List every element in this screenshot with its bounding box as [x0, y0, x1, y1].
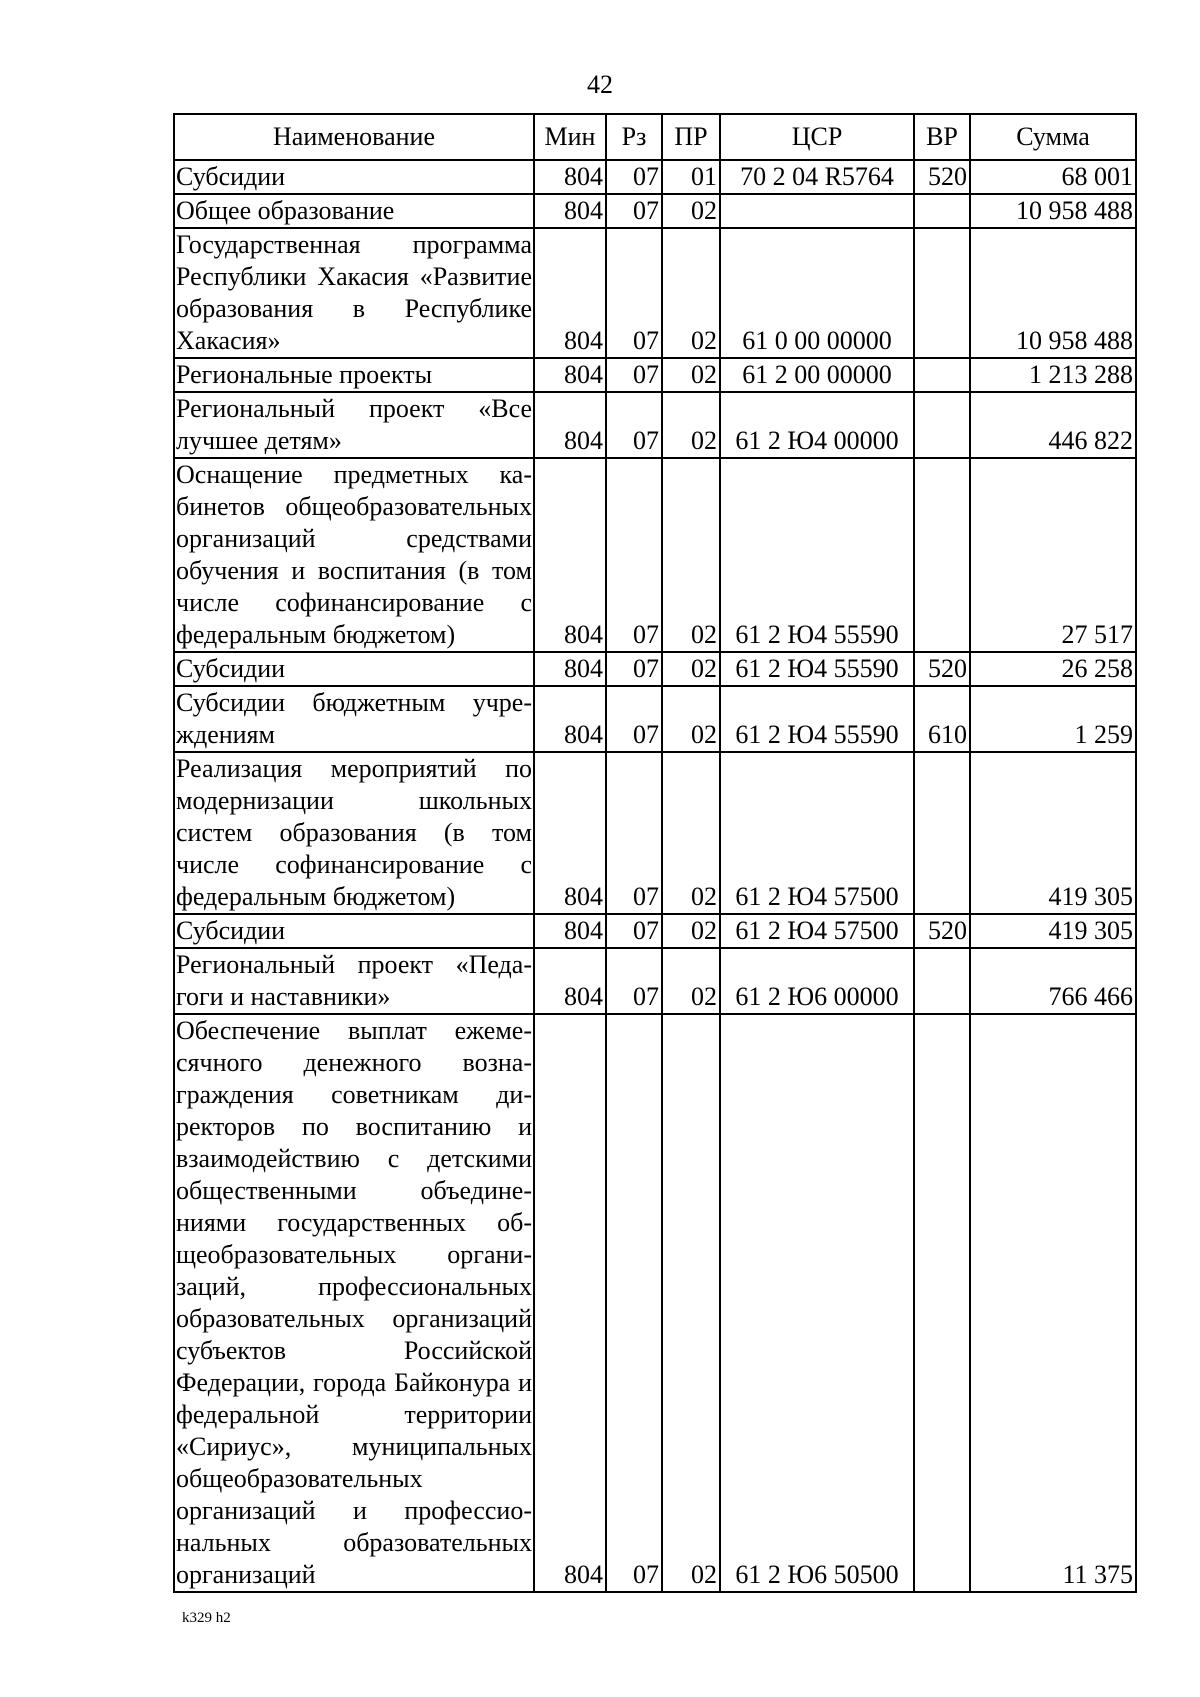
- row-min: 804: [534, 160, 606, 194]
- table-row: [174, 652, 1136, 686]
- row-rz: 07: [606, 914, 662, 948]
- row-pr: 02: [662, 948, 720, 1014]
- row-pr: 02: [662, 458, 720, 652]
- row-vr: [914, 228, 970, 358]
- row-name: Общее образование: [174, 194, 534, 228]
- row-rz: 07: [606, 228, 662, 358]
- row-sum: 27 517: [970, 458, 1136, 652]
- row-csr: 61 2 Ю4 57500: [720, 914, 914, 948]
- row-name: Реализация мероприятий по модернизации школьных систем образования (в том числе софинансирование с федеральным бюджетом): [174, 752, 534, 914]
- row-rz: 07: [606, 1014, 662, 1592]
- table-row: [174, 358, 1136, 392]
- row-rz: 07: [606, 686, 662, 752]
- header-min: Мин: [534, 114, 606, 160]
- row-name: Региональный проект «Все лучшее детям»: [174, 392, 534, 458]
- row-vr: [914, 392, 970, 458]
- row-sum: 1 213 288: [970, 358, 1136, 392]
- page-number: 42: [587, 70, 613, 99]
- table-row: [174, 752, 1136, 914]
- row-pr: 02: [662, 752, 720, 914]
- row-sum: 68 001: [970, 160, 1136, 194]
- header-name: Наименование: [174, 114, 534, 160]
- row-vr: 610: [914, 686, 970, 752]
- row-csr: [720, 194, 914, 228]
- row-vr: 520: [914, 914, 970, 948]
- row-csr: 61 2 Ю6 50500: [720, 1014, 914, 1592]
- row-rz: 07: [606, 458, 662, 652]
- row-csr: 61 2 00 00000: [720, 358, 914, 392]
- row-pr: 01: [662, 160, 720, 194]
- row-pr: 02: [662, 358, 720, 392]
- row-name: Субсидии: [174, 160, 534, 194]
- row-rz: 07: [606, 194, 662, 228]
- row-rz: 07: [606, 160, 662, 194]
- row-name: Региональный проект «Педагоги и наставники»: [174, 948, 534, 1014]
- header-rz: Рз: [606, 114, 662, 160]
- row-min: 804: [534, 1014, 606, 1592]
- row-name: Субсидии: [174, 652, 534, 686]
- row-rz: 07: [606, 392, 662, 458]
- row-pr: 02: [662, 1014, 720, 1592]
- row-min: 804: [534, 458, 606, 652]
- row-sum: 446 822: [970, 392, 1136, 458]
- table-row: [174, 686, 1136, 752]
- row-csr: 61 2 Ю4 55590: [720, 652, 914, 686]
- row-min: 804: [534, 392, 606, 458]
- row-vr: [914, 194, 970, 228]
- table-header: [174, 114, 1136, 160]
- table-row: [174, 228, 1136, 358]
- row-sum: 10 958 488: [970, 228, 1136, 358]
- row-min: 804: [534, 652, 606, 686]
- row-csr: 61 2 Ю4 55590: [720, 458, 914, 652]
- row-vr: [914, 948, 970, 1014]
- row-min: 804: [534, 752, 606, 914]
- row-pr: 02: [662, 914, 720, 948]
- row-csr: 61 2 Ю6 00000: [720, 948, 914, 1014]
- row-vr: [914, 458, 970, 652]
- row-pr: 02: [662, 228, 720, 358]
- row-min: 804: [534, 194, 606, 228]
- row-rz: 07: [606, 358, 662, 392]
- row-csr: 70 2 04 R5764: [720, 160, 914, 194]
- row-vr: 520: [914, 652, 970, 686]
- row-sum: 26 258: [970, 652, 1136, 686]
- row-pr: 02: [662, 392, 720, 458]
- table-row: [174, 194, 1136, 228]
- row-vr: [914, 1014, 970, 1592]
- row-min: 804: [534, 914, 606, 948]
- row-name: Государственная программа Республики Хакасия «Развитие образования в Республике Хакасия»: [174, 228, 534, 358]
- header-pr: ПР: [662, 114, 720, 160]
- row-vr: 520: [914, 160, 970, 194]
- row-name: Обеспечение выплат ежемесячного денежного вознаграждения советникам директоров по воспитанию и взаимодействию с детскими общественными объединениями государственных общеобразовательных организаций, профессиональных образовательных организаций субъектов Российской Федерации, города Байконура и федеральной территории «Сириус», муниципальных общеобразовательных организаций и профессиональных образовательных организаций: [174, 1014, 534, 1592]
- row-min: 804: [534, 358, 606, 392]
- row-pr: 02: [662, 652, 720, 686]
- row-vr: [914, 358, 970, 392]
- header-vr: ВР: [914, 114, 970, 160]
- row-min: 804: [534, 948, 606, 1014]
- header-sum: Сумма: [970, 114, 1136, 160]
- row-rz: 07: [606, 652, 662, 686]
- row-csr: 61 0 00 00000: [720, 228, 914, 358]
- header-csr: ЦСР: [720, 114, 914, 160]
- row-sum: 419 305: [970, 914, 1136, 948]
- row-sum: 766 466: [970, 948, 1136, 1014]
- row-name: Региональные проекты: [174, 358, 534, 392]
- row-csr: 61 2 Ю4 00000: [720, 392, 914, 458]
- row-min: 804: [534, 686, 606, 752]
- row-rz: 07: [606, 752, 662, 914]
- document-code: k329 h2: [182, 1610, 231, 1626]
- row-min: 804: [534, 228, 606, 358]
- row-name: Субсидии бюджетным учреждениям: [174, 686, 534, 752]
- budget-table: [173, 113, 1137, 1593]
- row-name: Оснащение предметных кабинетов общеобразовательных организаций средствами обучения и воспитания (в том числе софинансирование с федеральным бюджетом): [174, 458, 534, 652]
- row-pr: 02: [662, 686, 720, 752]
- row-sum: 419 305: [970, 752, 1136, 914]
- table-body: [174, 160, 1136, 1592]
- row-rz: 07: [606, 948, 662, 1014]
- table-row: [174, 458, 1136, 652]
- table-row: [174, 948, 1136, 1014]
- table-row: [174, 1014, 1136, 1592]
- row-csr: 61 2 Ю4 55590: [720, 686, 914, 752]
- header-row: [174, 114, 1136, 160]
- table-row: [174, 914, 1136, 948]
- row-pr: 02: [662, 194, 720, 228]
- row-sum: 10 958 488: [970, 194, 1136, 228]
- row-sum: 1 259: [970, 686, 1136, 752]
- table-row: [174, 392, 1136, 458]
- row-csr: 61 2 Ю4 57500: [720, 752, 914, 914]
- row-sum: 11 375: [970, 1014, 1136, 1592]
- row-name: Субсидии: [174, 914, 534, 948]
- row-vr: [914, 752, 970, 914]
- table-row: [174, 160, 1136, 194]
